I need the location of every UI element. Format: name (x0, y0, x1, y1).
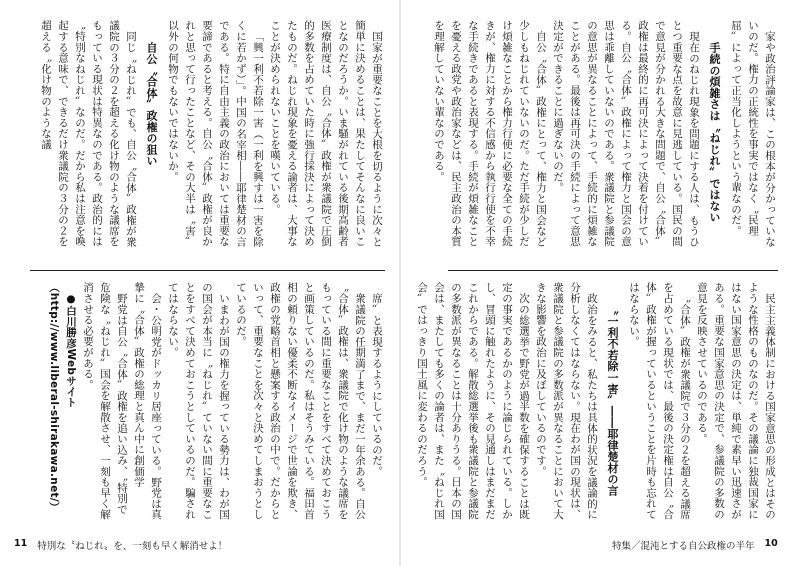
paragraph: 席〟と表現するようにしているのだ。 (371, 292, 383, 477)
paragraph: 国家が重要なことを大根を切るように次々と簡単に決めることは、果たしてそんなに良いことなのだろうか。いま騒がれている後期高齢者医療制度は、自公〝合体〟政権が衆議院で圧倒的多数を占めていた時に強行採決によって決めたものだ。ねじれ現象を憂える論者は、大事なことが決められないことを嘆いている。 (269, 20, 383, 247)
right-page-top-block (433, 20, 778, 252)
paragraph: 〝合体〟政権が衆議院で３分の２を超える議席を占めている現状では、最後の決定権は自公〝合体〟政権が握っているということを片時も忘れてはならない。 (628, 282, 691, 520)
paragraph: いまわが国の権力を握っている勢力は、わが国の国会が本当に〝ねじれ〟ていない間に重要なことをすべて決めておこうとしているのだ。騙されてはならない。 (167, 282, 230, 520)
section-heading: 手続の煩雑さは〝ねじれ〟ではない (708, 42, 721, 223)
page-number: 10 (764, 538, 778, 549)
column-divider (30, 260, 385, 271)
paragraph: 野党は自公〝合体〟政権を追い込み、〝特別で危険な〝ねじれ〟国会を解散させ、一刻も早く解消させる必要がある。 (82, 282, 128, 520)
left-page-bottom-block (30, 282, 385, 522)
paragraph: 家や政治評論家は、この根本が分かっていないのだ。権力の正統性を事実ではなく〝民理屈〟によって正当化しようという輩なのだ。 (730, 20, 776, 247)
paragraph: 政治をみると、私たちは具体的状況を議論的に分析しなくてはならない。現在わが国の現状は、衆議院と参議院の多数派が異なることにおいて大きな影響を政治に及ぼしているのです。 (535, 282, 598, 520)
page-gutter (399, 0, 401, 566)
running-title: 特集／混沌とする自公政権の半年 (612, 541, 755, 552)
paragraph: 次の総選挙で野党が過半数を確保することは既定の事実であるかのように論じられている。しかし、冒頭に触れたように、その見通しはまだまだこれからである。解散総選挙後も衆議院と参議院の多数派が異なることは十分ありうる。日本の国会は、またしても多くの論者は、また〝ねじれ国会〟ではっきり国土風に変わるのだろう。 (416, 282, 530, 520)
left-page-footer (14, 538, 227, 552)
section-heading: 自公〝合体〟政権の狙い (145, 42, 158, 167)
paragraph: 同じ〝ねじれ〟でも、自公〝合体〟政権が衆議院の３分の２を超える化け物のような議席をもっている現状は特異なのである。政治的には〝特別なねじれ〟なのだ。だから私は注意を喚起する意味で、できるだけ衆議院の３分の２を超える〝化け物のような議 (40, 20, 137, 247)
page-number: 11 (14, 538, 28, 549)
left-page-top-block (30, 20, 385, 252)
right-page-footer (612, 538, 778, 552)
right-page-bottom-block (416, 282, 778, 522)
paragraph: 民主主義体制における国家意思の形成とはそのような性格のものなのだ。その議論に独裁国家にはない国家意思の決定は、単純で素早い迅速さがある。重要な国家意思の決定で、参議院の多数の意見を反映させているのである。 (696, 282, 776, 520)
paragraph: 自公〝合体〟政権にとって、権力と国会など少しもねじれていないのだ。ただ手続が少しだけ煩雑なことから権力行使に必要な全ての手続きが、権力に対する不信感から執行行使を不幸な手続きであると表現する。手続が煩雑なことを憂える政党や政治家などは、民主政治の本質を理解していない輩なのである。 (433, 20, 547, 247)
section-heading: 〝一利不若除一害〟――耶律楚材の言 (606, 304, 619, 497)
website-credit: ●白川勝彦Webサイト（http://www.liberal-shirakawa.net/） (48, 282, 77, 513)
column-divider (448, 260, 778, 271)
paragraph: 衆議院の任期満了まで、まだ一年余ある。自公〝合体〟政権は、衆議院で化け物のような議席をもっている間に重要なことをすべて決めておこうと画策しているのだ。私はそうみている。福田首相の頼りない優柔不断なイメージで世論を欺き、政権の党略首相と懸案する政治の中で。だからといって、重要なことを次々と決めてしまおうとしているのだ。 (235, 282, 366, 520)
paragraph: 会・公明党がドッカリ居座っている。野党は真摯に〝合体〟政権の総理と真ん中に創価学 (133, 282, 162, 520)
paragraph: 現在のねじれ現象を問題にする人は、もうひとつ重要な点を故意に見逃している。国民の間で意見が分かれる大きな問題で、自公〝合体〟政権は最終的に再可決によって決着を付けている。自公〝合体〟政権によって権力と国会の意思は乖離していないのである。衆議院と参議院の意思が異なることによって、手続的に煩雑なことがある。最後は再可決の手続によって意思決定ができることに過ぎないのだ。 (552, 20, 700, 247)
paragraph: 「興一利不若除一害（一利を興すは一害を除くに若かず）」。中国の名宰相――耶律楚材の言である。特に自由主義の政治においては重要な要諦であると考える。自公〝合体〟政権が良かれと思って行ったことなど、その大半は〝害〟以外の何物でもないではないか。 (167, 20, 264, 248)
running-title: 特別な〝ねじれ〟を、一刻も早く解消せよ！ (37, 541, 228, 552)
